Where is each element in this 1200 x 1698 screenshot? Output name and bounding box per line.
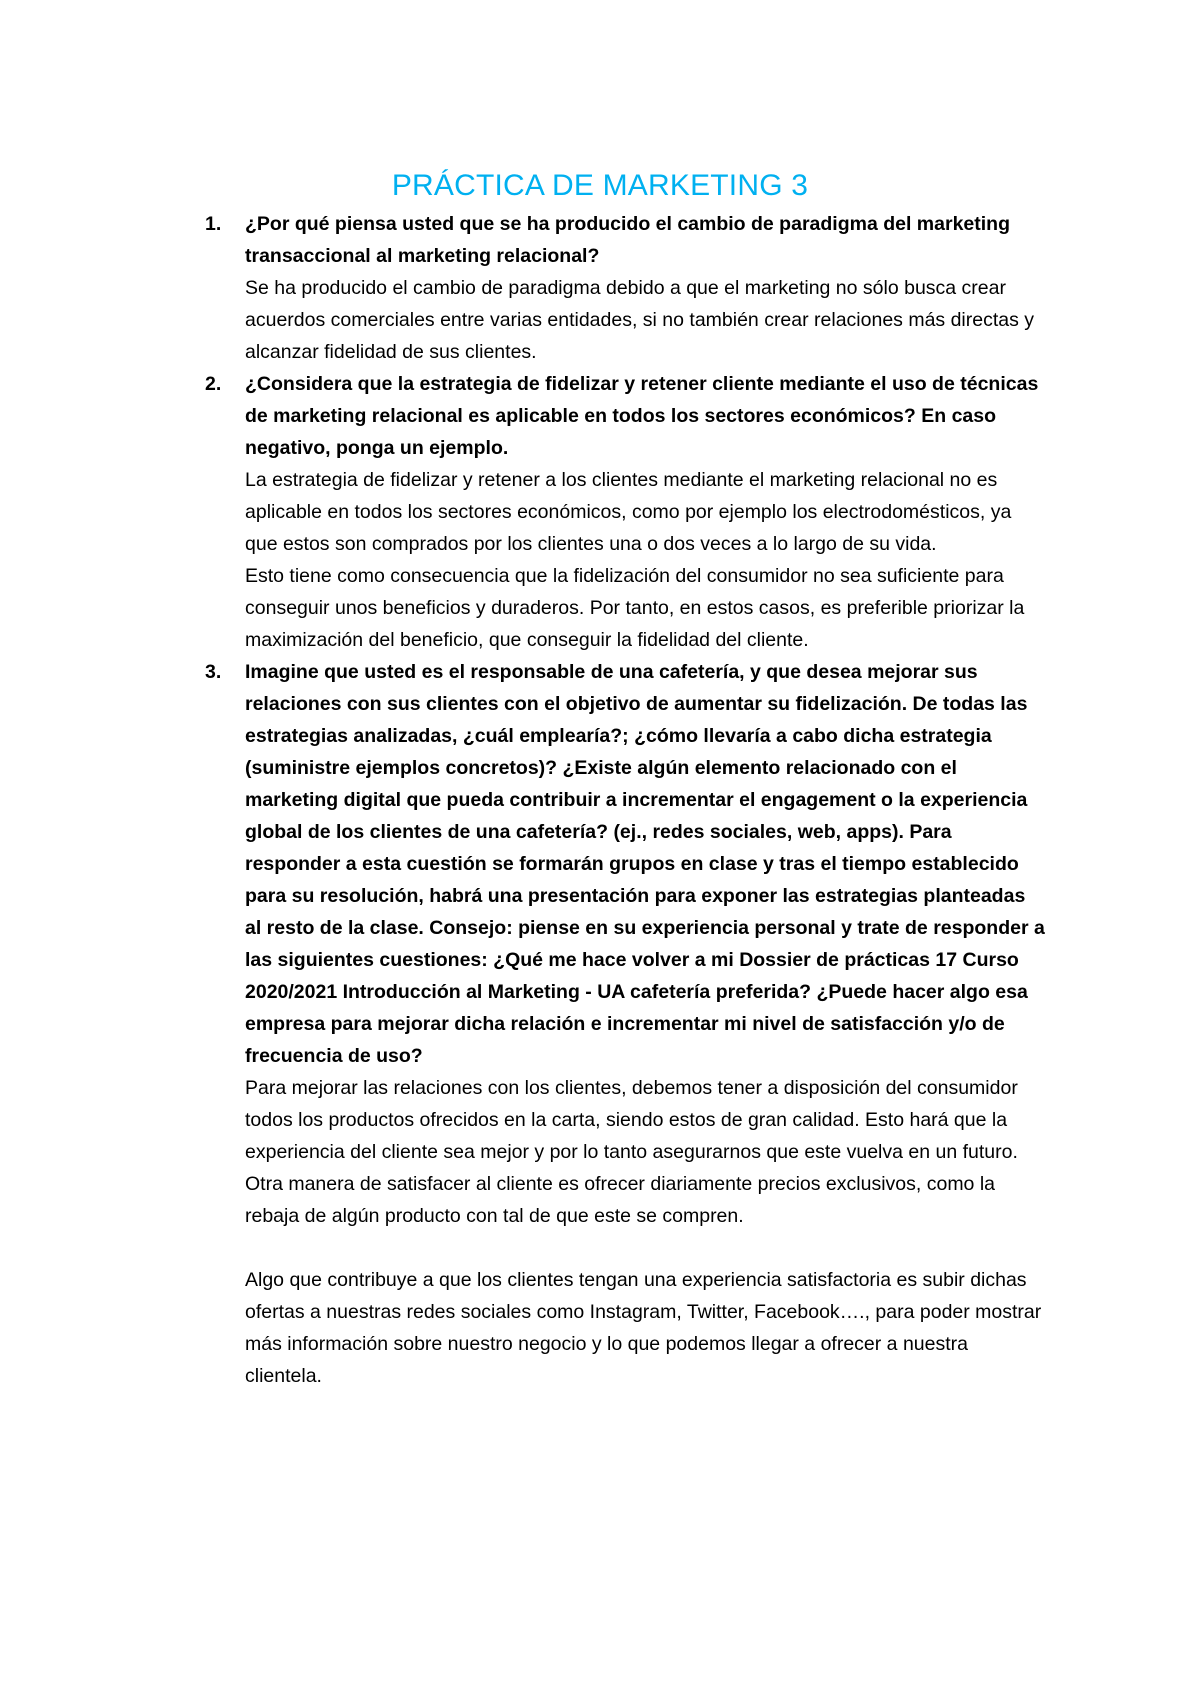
paragraph-spacer (245, 1232, 1045, 1264)
answer-paragraph: Algo que contribuye a que los clientes tengan una experiencia satisfactoria es subir dichas ofertas a nuestras redes sociales como Instagram, Twitter, Facebook…., para poder mostrar más información sobre nuestro negocio y lo que podemos llegar a ofrecer a nuestra clientela. (245, 1269, 1042, 1387)
list-item-question-3 (205, 656, 1045, 1392)
answer-paragraph: Para mejorar las relaciones con los clientes, debemos tener a disposición del consumidor todos los productos ofrecidos en la carta, siendo estos de gran calidad. Esto hará que la experiencia del cliente sea mejor y por lo tanto asegurarnos que este vuelva en un futuro. Otra manera de satisfacer al cliente es ofrecer diariamente precios exclusivos, como la rebaja de algún producto con tal de que este se compren. (245, 1077, 1018, 1227)
list-item-question-2 (205, 368, 1045, 656)
question-text: ¿Considera que la estrategia de fidelizar y retener cliente mediante el uso de técnicas de marketing relacional es aplicable en todos los sectores económicos? En caso negativo, ponga un ejemplo. (245, 373, 1039, 459)
page-title: PRÁCTICA DE MARKETING 3 (391, 169, 809, 203)
answer-paragraph: Esto tiene como consecuencia que la fidelización del consumidor no sea suficiente para conseguir unos beneficios y duraderos. Por tanto, en estos casos, es preferible priorizar la maximización del beneficio, que conseguir la fidelidad del cliente. (245, 565, 1025, 651)
question-list (205, 208, 1045, 1392)
list-item-question-1 (205, 208, 1045, 368)
question-text: ¿Por qué piensa usted que se ha producido el cambio de paradigma del marketing transaccional al marketing relacional? (245, 213, 1011, 267)
question-number: 2. (205, 373, 222, 395)
answer-paragraph: Se ha producido el cambio de paradigma debido a que el marketing no sólo busca crear acuerdos comerciales entre varias entidades, si no también crear relaciones más directas y alcanzar fidelidad de sus clientes. (245, 277, 1035, 363)
answer-paragraph: La estrategia de fidelizar y retener a los clientes mediante el marketing relacional no es aplicable en todos los sectores económicos, como por ejemplo los electrodomésticos, ya que estos son comprados por los clientes una o dos veces a lo largo de su vida. (245, 469, 1012, 555)
question-text: Imagine que usted es el responsable de una cafetería, y que desea mejorar sus relaciones con sus clientes con el objetivo de aumentar su fidelización. De todas las estrategias analizadas, ¿cuál emplearía?; ¿cómo llevaría a cabo dicha estrategia (suministre ejemplos concretos)? ¿Existe algún elemento relacionado con el marketing digital que pueda contribuir a incrementar el engagement o la experiencia global de los clientes de una cafetería? (ej., redes sociales, web, apps). Para responder a esta cuestión se formarán grupos en clase y tras el tiempo establecido para su resolución, habrá una presentación para exponer las estrategias planteadas al resto de la clase. Consejo: piense en su experiencia personal y trate de responder a las siguientes cuestiones: ¿Qué me hace volver a mi Dossier de prácticas 17 Curso 2020/2021 Introducción al Marketing - UA cafetería preferida? ¿Puede hacer algo esa empresa para mejorar dicha relación e incrementar mi nivel de satisfacción y/o de frecuencia de uso? (245, 661, 1045, 1067)
question-number: 3. (205, 661, 222, 683)
question-number: 1. (205, 213, 222, 235)
